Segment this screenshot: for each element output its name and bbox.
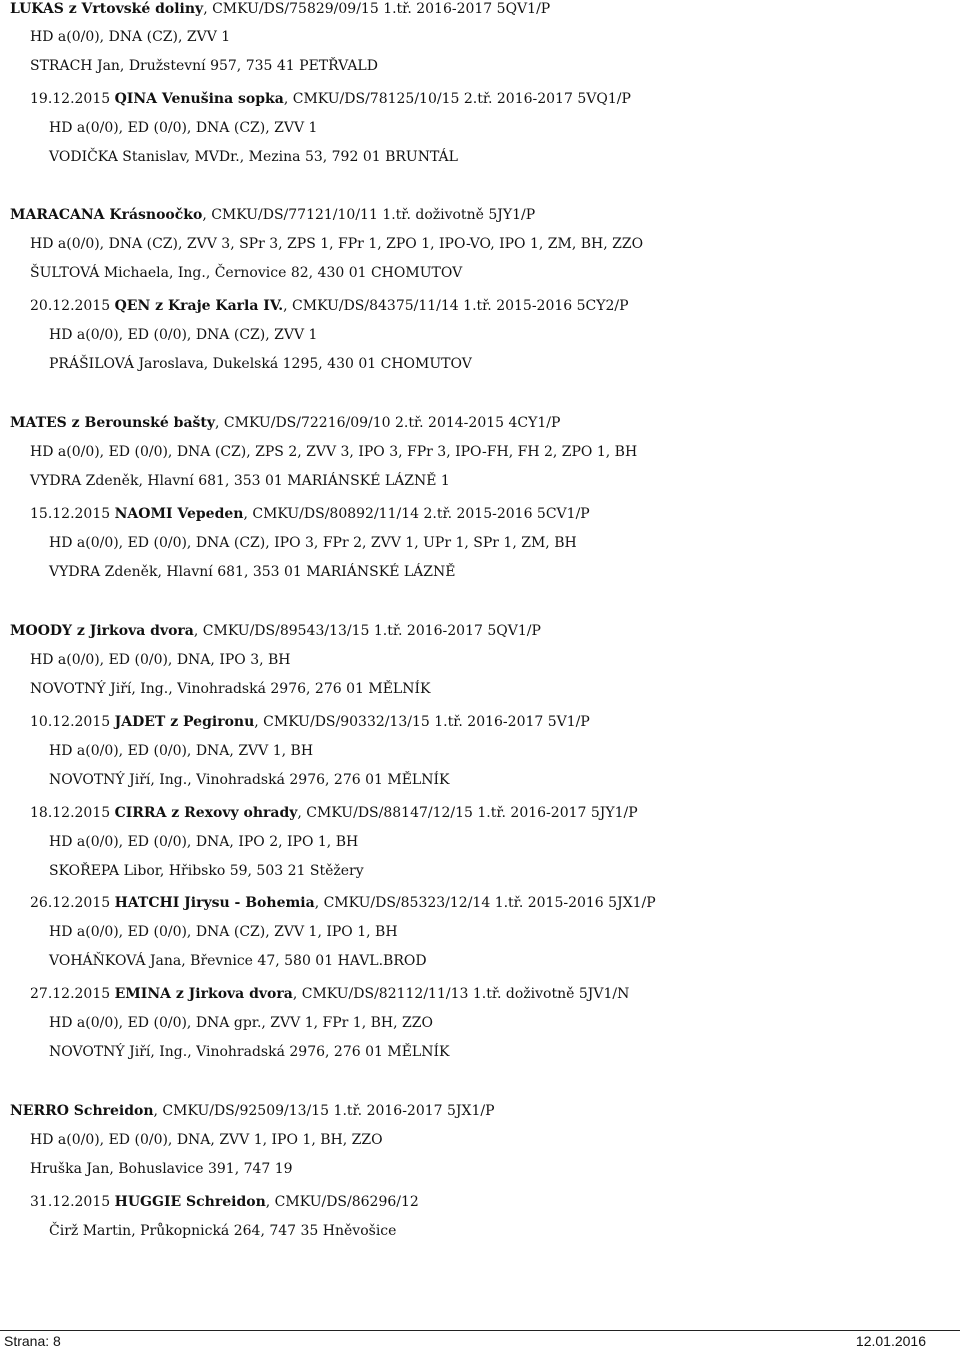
record-text: , CMKU/DS/82112/11/13 1.tř. doživotně 5JV1/N — [292, 986, 630, 1002]
detail-line — [30, 57, 378, 75]
page-number: Strana: 8 — [4, 1333, 61, 1349]
record-text: ŠULTOVÁ Michaela, Ing., Černovice 82, 430 01 CHOMUTOV — [30, 265, 463, 281]
birth-date: 27.12.2015 — [30, 986, 115, 1002]
detail-line — [30, 472, 450, 490]
record-text: Hruška Jan, Bohuslavice 391, 747 19 — [30, 1161, 293, 1177]
record-text: , CMKU/DS/72216/09/10 2.tř. 2014-2015 4CY1/P — [215, 415, 561, 431]
detail-line — [49, 862, 364, 880]
record-text: , CMKU/DS/75829/09/15 1.tř. 2016-2017 5QV1/P — [203, 1, 551, 17]
footer-divider — [0, 1330, 960, 1331]
record-text: VODIČKA Stanislav, MVDr., Mezina 53, 792 01 BRUNTÁL — [49, 149, 458, 165]
birth-date: 15.12.2015 — [30, 506, 115, 522]
dog-name: MARACANA Krásnoočko — [10, 207, 203, 223]
dog-name: LUKAS z Vrtovské doliny — [10, 1, 204, 17]
detail-line — [49, 1222, 396, 1240]
record-text: HD a(0/0), DNA (CZ), ZVV 1 — [30, 29, 231, 45]
record-text: HD a(0/0), ED (0/0), DNA, IPO 2, IPO 1, BH — [49, 834, 359, 850]
dog-name: NAOMI Vepeden — [114, 506, 244, 522]
detail-line — [49, 952, 427, 970]
detail-line — [30, 235, 643, 253]
birth-date: 18.12.2015 — [30, 805, 115, 821]
detail-line — [49, 119, 317, 137]
record-text: , CMKU/DS/78125/10/15 2.tř. 2016-2017 5VQ1/P — [283, 91, 631, 107]
detail-line — [49, 742, 313, 760]
detail-line — [49, 771, 449, 789]
dam-line — [30, 1193, 419, 1211]
dog-name: HATCHI Jirysu - Bohemia — [114, 895, 315, 911]
record-text: SKOŘEPA Libor, Hřibsko 59, 503 21 Stěžery — [49, 863, 364, 879]
sire-line — [10, 1102, 495, 1120]
record-text: VYDRA Zdeněk, Hlavní 681, 353 01 MARIÁNSKÉ LÁZNĚ 1 — [30, 473, 450, 489]
record-text: , CMKU/DS/80892/11/14 2.tř. 2015-2016 5CV1/P — [243, 506, 590, 522]
record-text: NOVOTNÝ Jiří, Ing., Vinohradská 2976, 276 01 MĚLNÍK — [49, 1044, 450, 1060]
detail-line — [49, 563, 456, 581]
dam-line — [30, 90, 631, 108]
dog-name: MATES z Berounské bašty — [10, 415, 216, 431]
record-text: , CMKU/DS/89543/13/15 1.tř. 2016-2017 5QV1/P — [193, 623, 541, 639]
dam-line — [30, 713, 590, 731]
detail-line — [49, 1043, 449, 1061]
record-text: HD a(0/0), DNA (CZ), ZVV 3, SPr 3, ZPS 1, FPr 1, ZPO 1, IPO-VO, IPO 1, ZM, BH, ZZO — [30, 236, 644, 252]
dam-line — [30, 505, 590, 523]
birth-date: 10.12.2015 — [30, 714, 115, 730]
record-text: STRACH Jan, Družstevní 957, 735 41 PETŘVALD — [30, 58, 378, 74]
record-text: HD a(0/0), ED (0/0), DNA, IPO 3, BH — [30, 652, 291, 668]
dam-line — [30, 985, 629, 1003]
record-text: VOHÁŇKOVÁ Jana, Břevnice 47, 580 01 HAVL.BROD — [49, 953, 427, 969]
dog-name: EMINA z Jirkova dvora — [114, 986, 293, 1002]
footer-date: 12.01.2016 — [855, 1333, 926, 1349]
detail-line — [49, 148, 458, 166]
record-text: NOVOTNÝ Jiří, Ing., Vinohradská 2976, 276 01 MĚLNÍK — [30, 681, 431, 697]
record-text: , CMKU/DS/90332/13/15 1.tř. 2016-2017 5V1/P — [254, 714, 590, 730]
detail-line — [30, 28, 230, 46]
dog-name: JADET z Pegironu — [114, 714, 255, 730]
detail-line — [30, 1160, 293, 1178]
record-text: , CMKU/DS/86296/12 — [265, 1194, 419, 1210]
sire-line — [10, 206, 535, 224]
detail-line — [49, 355, 472, 373]
record-text: HD a(0/0), ED (0/0), DNA gpr., ZVV 1, FPr 1, BH, ZZO — [49, 1015, 433, 1031]
detail-line — [49, 326, 317, 344]
birth-date: 31.12.2015 — [30, 1194, 115, 1210]
detail-line — [30, 264, 462, 282]
record-text: VYDRA Zdeněk, Hlavní 681, 353 01 MARIÁNSKÉ LÁZNĚ — [49, 564, 456, 580]
detail-line — [30, 443, 637, 461]
record-text: , CMKU/DS/92509/13/15 1.tř. 2016-2017 5JX1/P — [153, 1103, 495, 1119]
dog-name: QINA Venušina sopka — [114, 91, 284, 107]
birth-date: 19.12.2015 — [30, 91, 115, 107]
record-text: PRÁŠILOVÁ Jaroslava, Dukelská 1295, 430 01 CHOMUTOV — [49, 356, 472, 372]
record-text: , CMKU/DS/88147/12/15 1.tř. 2016-2017 5JY1/P — [297, 805, 638, 821]
sire-line — [10, 622, 541, 640]
detail-line — [30, 1131, 383, 1149]
sire-line — [10, 414, 560, 432]
record-text: HD a(0/0), ED (0/0), DNA, ZVV 1, BH — [49, 743, 314, 759]
record-text: , CMKU/DS/85323/12/14 1.tř. 2015-2016 5JX1/P — [314, 895, 656, 911]
detail-line — [30, 680, 430, 698]
dog-name: HUGGIE Schreidon — [114, 1194, 266, 1210]
record-text: HD a(0/0), ED (0/0), DNA (CZ), ZPS 2, ZVV 3, IPO 3, FPr 3, IPO-FH, FH 2, ZPO 1, BH — [30, 444, 638, 460]
record-text: , CMKU/DS/77121/10/11 1.tř. doživotně 5JY1/P — [202, 207, 536, 223]
detail-line — [49, 534, 577, 552]
sire-line — [10, 0, 550, 18]
record-text: HD a(0/0), ED (0/0), DNA (CZ), ZVV 1 — [49, 327, 318, 343]
record-text: HD a(0/0), ED (0/0), DNA, ZVV 1, IPO 1, BH, ZZO — [30, 1132, 383, 1148]
dam-line — [30, 804, 638, 822]
detail-line — [30, 651, 291, 669]
dog-name: NERRO Schreidon — [10, 1103, 154, 1119]
dam-line — [30, 894, 656, 912]
record-text: Čirž Martin, Průkopnická 264, 747 35 Hněvošice — [49, 1223, 397, 1239]
dog-name: CIRRA z Rexovy ohrady — [114, 805, 298, 821]
detail-line — [49, 1014, 433, 1032]
dog-name: MOODY z Jirkova dvora — [10, 623, 194, 639]
birth-date: 20.12.2015 — [30, 298, 115, 314]
record-text: HD a(0/0), ED (0/0), DNA (CZ), IPO 3, FPr 2, ZVV 1, UPr 1, SPr 1, ZM, BH — [49, 535, 577, 551]
dog-name: QEN z Kraje Karla IV. — [114, 298, 284, 314]
dam-line — [30, 297, 629, 315]
record-text: HD a(0/0), ED (0/0), DNA (CZ), ZVV 1, IPO 1, BH — [49, 924, 398, 940]
record-text: , CMKU/DS/84375/11/14 1.tř. 2015-2016 5CY2/P — [283, 298, 629, 314]
detail-line — [49, 833, 358, 851]
record-text: NOVOTNÝ Jiří, Ing., Vinohradská 2976, 276 01 MĚLNÍK — [49, 772, 450, 788]
detail-line — [49, 923, 398, 941]
birth-date: 26.12.2015 — [30, 895, 115, 911]
record-text: HD a(0/0), ED (0/0), DNA (CZ), ZVV 1 — [49, 120, 318, 136]
